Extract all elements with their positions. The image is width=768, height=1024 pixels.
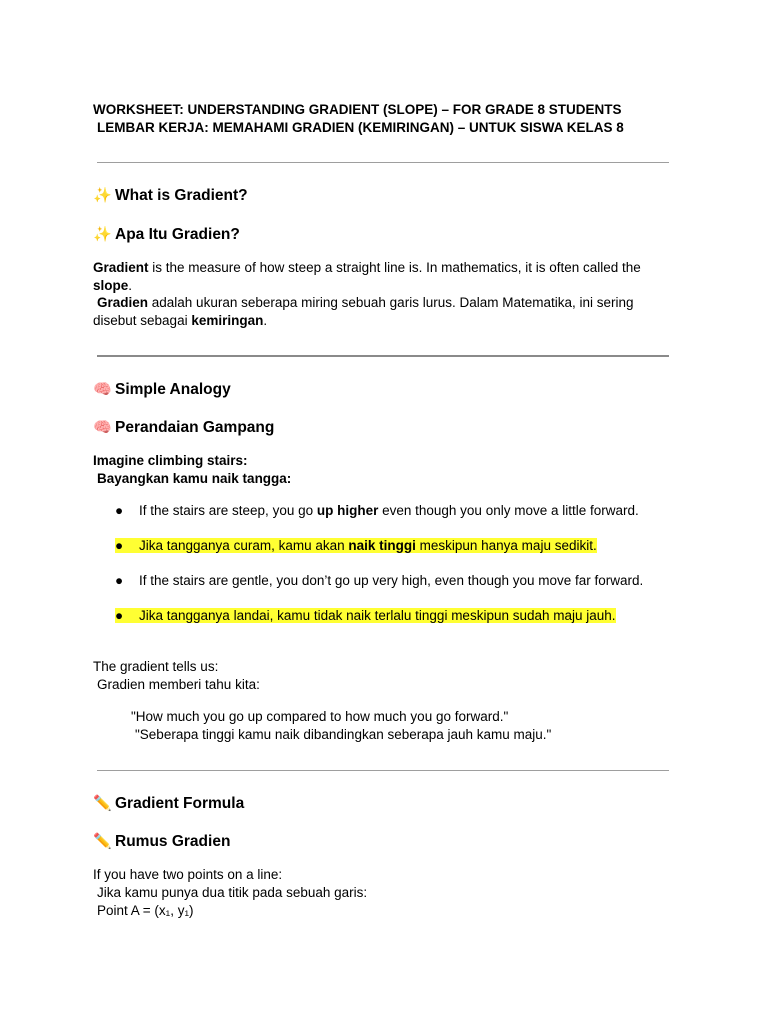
- heading-text: Rumus Gradien: [115, 833, 231, 850]
- quote-english: "How much you go up compared to how much you go forward.": [131, 709, 509, 724]
- heading-perandaian-gampang: [93, 418, 274, 437]
- bullet-bold-text: naik tinggi: [348, 538, 416, 553]
- quote-indonesian: "Seberapa tinggi kamu naik dibandingkan seberapa jauh kamu maju.": [135, 727, 552, 742]
- bullet-bold-text: up higher: [316, 503, 379, 518]
- heading-text: Gradient Formula: [115, 795, 245, 812]
- heading-gradient-formula: [93, 794, 244, 813]
- pencil-icon: ✏️: [93, 833, 112, 850]
- brain-icon: 🧠: [93, 419, 112, 436]
- list-item-highlighted: [115, 538, 597, 553]
- bullet-icon: ●: [115, 503, 124, 518]
- definition-text: is the measure of how steep a straight line is. In mathematics, it is often called the: [148, 260, 641, 275]
- heading-text: Simple Analogy: [115, 381, 231, 398]
- bullet-text: even though you only move a little forward.: [378, 503, 639, 518]
- divider-3: [97, 770, 669, 771]
- period: .: [263, 313, 268, 328]
- intro-english: Imagine climbing stairs:: [93, 453, 248, 468]
- sparkles-icon: ✨: [93, 187, 112, 204]
- term-kemiringan: kemiringan: [191, 313, 264, 328]
- gradient-tells-indonesian: Gradien memberi tahu kita:: [97, 677, 260, 692]
- definition-text: adalah ukuran seberapa miring sebuah garis lurus. Dalam Matematika, ini sering: [148, 295, 634, 310]
- heading-simple-analogy: [93, 380, 231, 399]
- heading-what-is-gradient: [93, 186, 248, 205]
- formula-intro-english: If you have two points on a line:: [93, 867, 283, 882]
- intro-indonesian: Bayangkan kamu naik tangga:: [97, 471, 292, 486]
- definition-english: [93, 259, 641, 295]
- divider-1: [97, 162, 669, 163]
- term-slope: slope: [93, 278, 129, 293]
- heading-text: What is Gradient?: [115, 187, 248, 204]
- definition-text: disebut sebagai: [93, 313, 192, 328]
- title-english: WORKSHEET: UNDERSTANDING GRADIENT (SLOPE) – FOR GRADE 8 STUDENTS: [93, 102, 622, 117]
- bullet-icon: ●: [115, 573, 124, 588]
- term-gradien: Gradien: [97, 295, 149, 310]
- gradient-tells-english: The gradient tells us:: [93, 659, 219, 674]
- brain-icon: 🧠: [93, 381, 112, 398]
- bullet-text: If the stairs are steep, you go: [139, 503, 317, 518]
- period: .: [128, 278, 133, 293]
- pencil-icon: ✏️: [93, 795, 112, 812]
- bullet-icon: ●: [115, 538, 124, 553]
- bullet-text: If the stairs are gentle, you don’t go up very high, even though you move far forward.: [139, 573, 644, 588]
- definition-indonesian: [97, 294, 634, 312]
- bullet-text: Jika tangganya curam, kamu akan: [139, 538, 349, 553]
- heading-apa-itu-gradien: [93, 225, 240, 244]
- heading-text: Perandaian Gampang: [115, 419, 275, 436]
- point-a: Point A = (x₁, y₁): [97, 903, 194, 918]
- heading-text: Apa Itu Gradien?: [115, 226, 240, 243]
- definition-indonesian-line2: [93, 312, 267, 330]
- list-item: [115, 503, 639, 518]
- bullet-text: Jika tangganya landai, kamu tidak naik terlalu tinggi meskipun sudah maju jauh.: [139, 608, 616, 623]
- formula-intro-indonesian: Jika kamu punya dua titik pada sebuah garis:: [97, 885, 368, 900]
- title-indonesian: LEMBAR KERJA: MEMAHAMI GRADIEN (KEMIRINGAN) – UNTUK SISWA KELAS 8: [97, 120, 624, 135]
- term-gradient: Gradient: [93, 260, 149, 275]
- list-item-highlighted: [115, 608, 616, 623]
- bullet-icon: ●: [115, 608, 124, 623]
- divider-2: [97, 355, 669, 357]
- heading-rumus-gradien: [93, 832, 230, 851]
- bullet-text: meskipun hanya maju sedikit.: [415, 538, 597, 553]
- sparkles-icon: ✨: [93, 226, 112, 243]
- list-item: [115, 573, 643, 588]
